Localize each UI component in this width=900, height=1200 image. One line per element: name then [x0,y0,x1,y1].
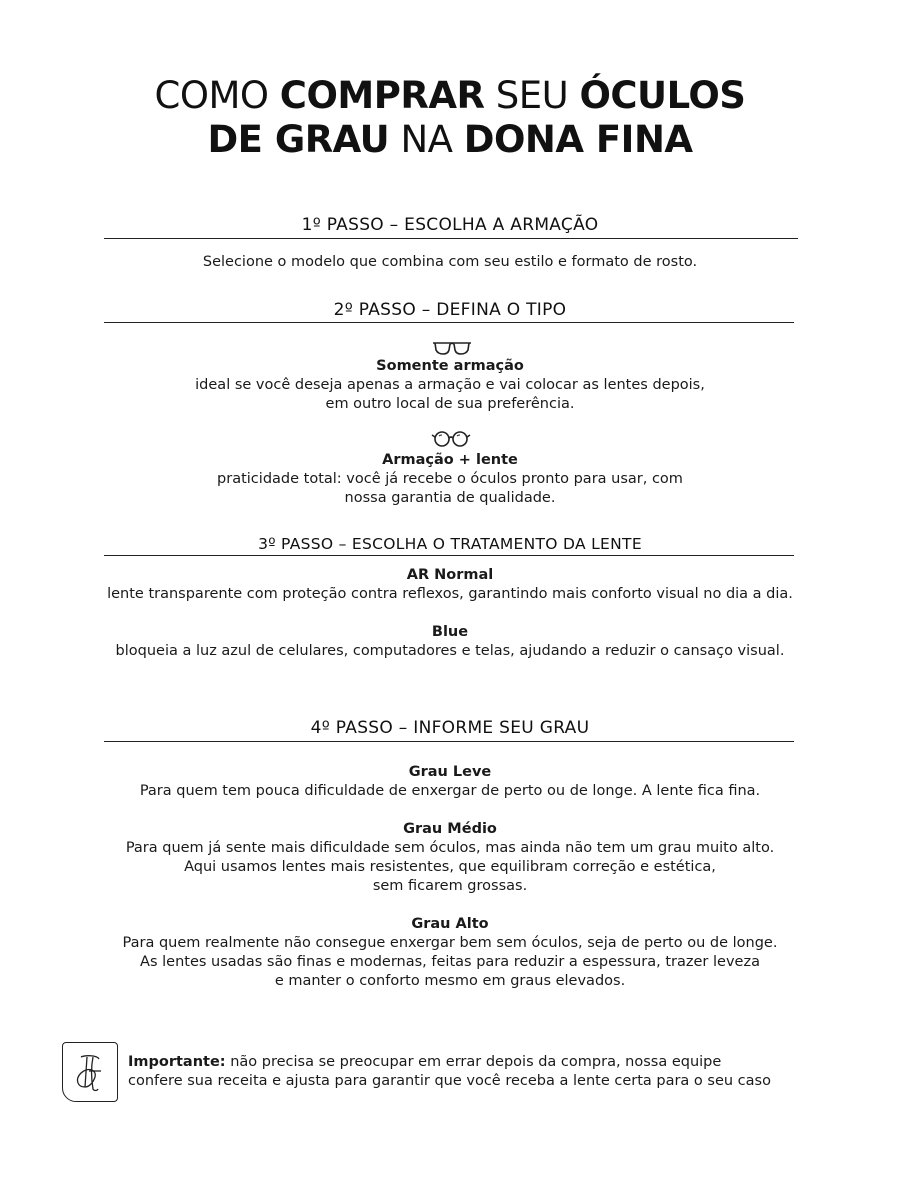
step3-title: 3º PASSO – ESCOLHA O TRATAMENTO DA LENTE [258,535,642,553]
important-text: confere sua receita e ajusta para garantir que você receba a lente certa para o seu caso [128,1073,771,1089]
grade-light-label: Grau Leve [408,764,492,780]
step2-divider [104,322,794,323]
grade-high-text: Para quem realmente não consegue enxergar bem sem óculos, seja de perto ou de longe. [122,935,778,951]
step1-text: Selecione o modelo que combina com seu estilo e formato de rosto. [202,254,698,270]
title-text: SEU [484,74,580,117]
treatment-ar-text: lente transparente com proteção contra reflexos, garantindo mais conforto visual no dia a dia. [107,586,793,602]
grade-light-text: Para quem tem pouca dificuldade de enxergar de perto ou de longe. A lente fica fina. [139,783,761,799]
eyeglasses-frame-icon [432,340,472,356]
grade-medium-text: Aqui usamos lentes mais resistentes, que equilibram correção e estética, [184,859,716,875]
step4-title: 4º PASSO – INFORME SEU GRAU [310,718,590,738]
title-text: NA [389,118,464,161]
option-frame-only-text: em outro local de sua preferência. [325,396,575,412]
important-note [128,1053,868,1091]
treatment-blue-text: bloqueia a luz azul de celulares, computadores e telas, ajudando a reduzir o cansaço visual. [115,643,785,659]
grade-medium-label: Grau Médio [403,821,497,837]
option-frame-only-label: Somente armação [376,358,524,374]
step4-divider [104,741,794,742]
option-frame-only-text: ideal se você deseja apenas a armação e vai colocar as lentes depois, [195,377,705,393]
option-frame-lens-text: nossa garantia de qualidade. [344,490,556,506]
important-text: não precisa se preocupar em errar depois da compra, nossa equipe [225,1054,722,1070]
important-label: Importante: [128,1054,226,1070]
treatment-ar-label: AR Normal [406,567,494,583]
title-text-bold: ÓCULOS [579,74,746,117]
option-frame-lens-label: Armação + lente [382,452,518,468]
title-text-bold: COMPRAR [279,74,485,117]
grade-medium-text: Para quem já sente mais dificuldade sem óculos, mas ainda não tem um grau muito alto. [125,840,775,856]
eyeglasses-lens-icon [431,430,471,448]
option-frame-lens-text: praticidade total: você já recebe o óculos pronto para usar, com [217,471,683,487]
grade-high-text: As lentes usadas são finas e modernas, feitas para reduzir a espessura, trazer leveza [140,954,760,970]
df-monogram-icon [63,1043,116,1100]
title-text-bold: DONA FINA [463,118,693,161]
brand-logo [62,1042,118,1102]
title-text: COMO [154,74,280,117]
page-title [0,74,900,162]
step2-title: 2º PASSO – DEFINA O TIPO [333,300,567,320]
step1-title: 1º PASSO – ESCOLHA A ARMAÇÃO [301,215,599,235]
grade-high-label: Grau Alto [411,916,489,932]
grade-medium-text: sem ficarem grossas. [372,878,528,894]
title-text-bold: DE GRAU [207,118,390,161]
step1-divider [104,238,798,239]
treatment-blue-label: Blue [431,624,469,640]
grade-high-text: e manter o conforto mesmo em graus elevados. [274,973,626,989]
step3-divider [104,555,794,556]
